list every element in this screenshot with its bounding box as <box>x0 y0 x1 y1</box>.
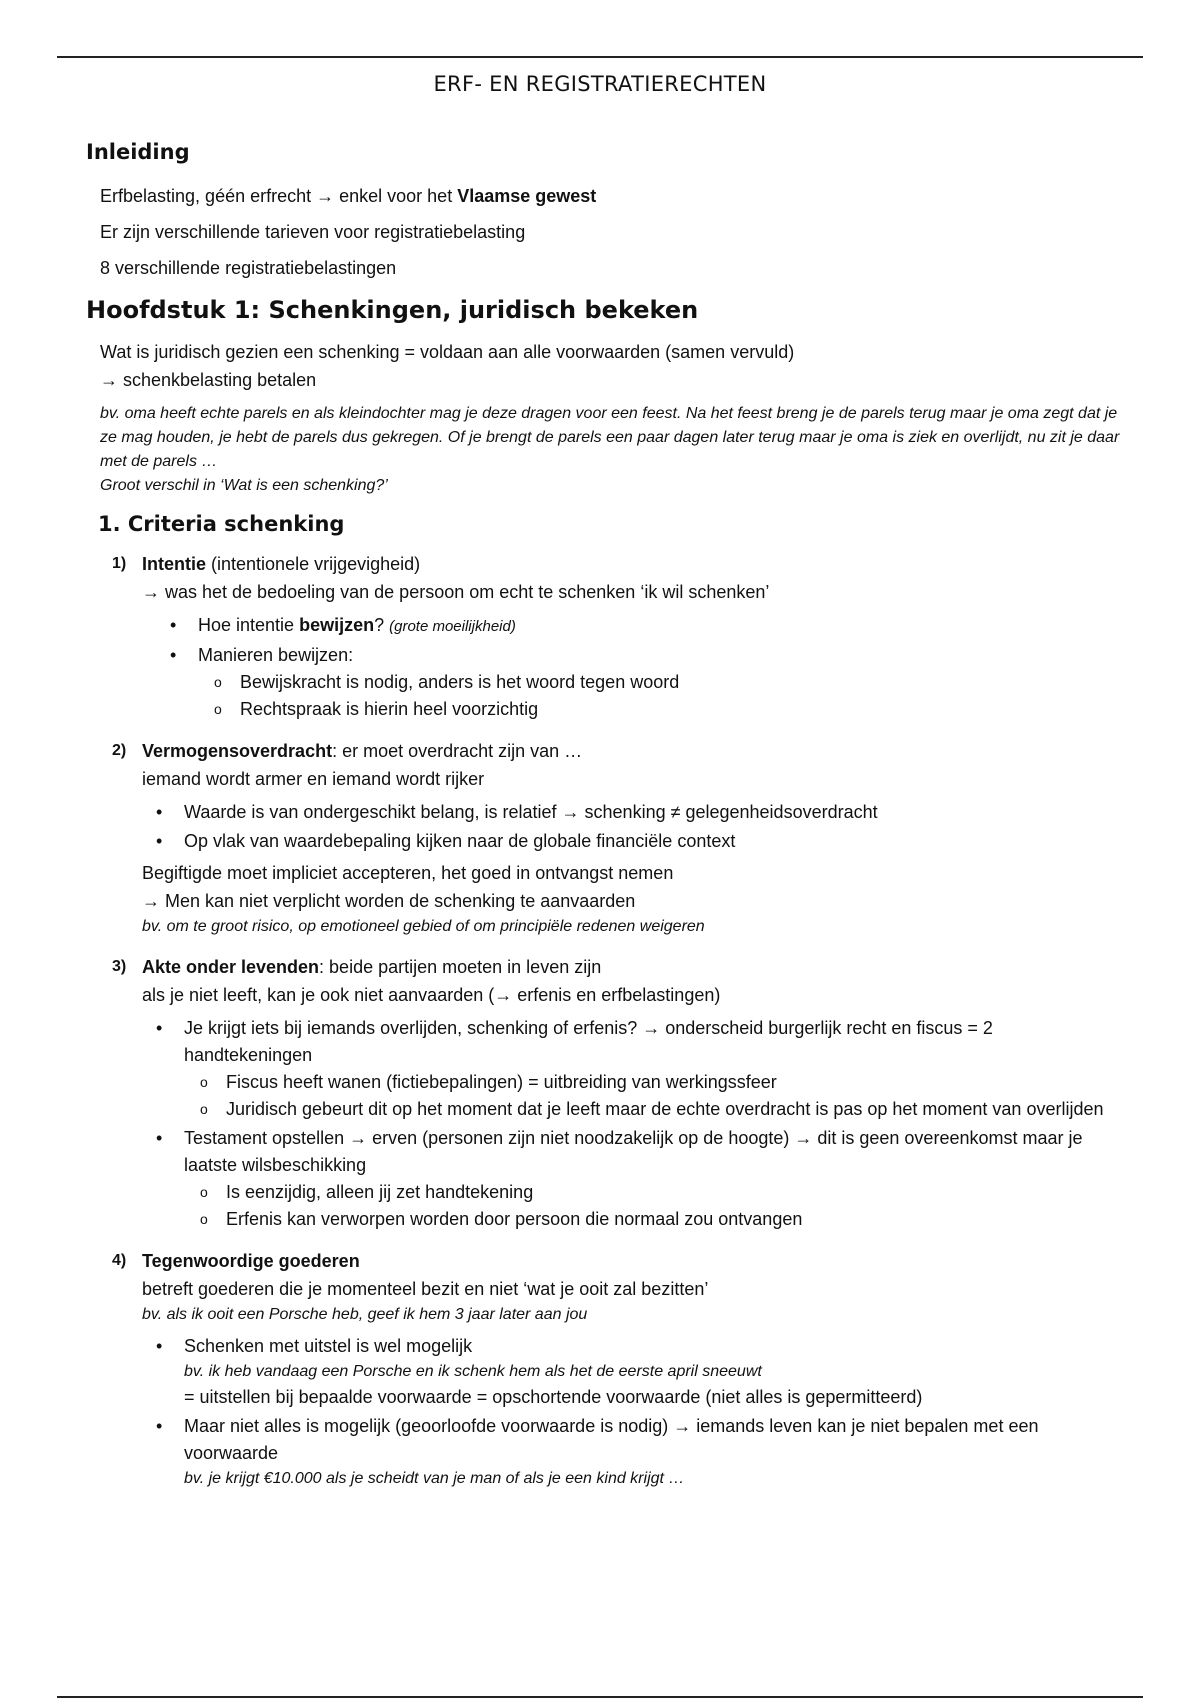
sub-list-item: o Juridisch gebeurt dit op het moment dat je leeft maar de echte overdracht is pas op het moment van overlijden <box>184 1096 1120 1123</box>
list-item <box>142 1333 1120 1411</box>
chapter-1-para-1: Wat is juridisch gezien een schenking = voldaan aan alle voorwaarden (samen vervuld) <box>100 342 795 362</box>
sub-bullets <box>184 1179 1120 1233</box>
sub-list-item: o Bewijskracht is nodig, anders is het woord tegen woord <box>198 669 1120 696</box>
intro-line-1 <box>100 182 1120 210</box>
bullet-text: Hoe intentie <box>198 615 300 635</box>
criterion-1-number: 1) <box>112 555 127 572</box>
criterion-1-title-rest: (intentionele vrijgevigheid) <box>206 554 421 574</box>
bullet-text: Testament opstellen → erven (personen zijn niet noodzakelijk op de hoogte) → dit is geen overeenkomst maar je laatste wilsbeschikking <box>184 1128 1083 1175</box>
criterion-4-title: Tegenwoordige goederen <box>142 1251 360 1271</box>
criterion-1-bullets <box>142 612 1120 723</box>
criterion-3 <box>112 953 1120 1233</box>
sub-list-item: o Is eenzijdig, alleen jij zet handtekening <box>184 1179 1120 1206</box>
section-1-heading: 1. Criteria schenking <box>98 512 345 536</box>
sub-bullets <box>198 669 1120 723</box>
criterion-2-bullets <box>142 799 1120 855</box>
chapter-1-para-2: → schenkbelasting betalen <box>100 370 317 390</box>
criterion-3-title-line <box>142 953 1120 981</box>
bullet-bold: bewijzen <box>299 615 375 635</box>
sub-list-item: o Rechtspraak is hierin heel voorzichtig <box>198 696 1120 723</box>
list-item <box>142 612 1120 640</box>
criterion-4 <box>112 1247 1120 1491</box>
criterion-2-title-rest: : er moet overdracht zijn van … <box>332 741 583 761</box>
criterion-1-title-line <box>142 550 1120 578</box>
bullet-text-post: ? <box>374 615 390 635</box>
criterion-4-bullets <box>142 1333 1120 1491</box>
list-item: • Waarde is van ondergeschikt belang, is relatief → schenking ≠ gelegenheidsoverdracht <box>142 799 1120 826</box>
chapter-1-heading: Hoofdstuk 1: Schenkingen, juridisch bekeken <box>86 296 699 324</box>
document-title: ERF- EN REGISTRATIERECHTEN <box>433 72 767 96</box>
criterion-2-after-1: Begiftigde moet impliciet accepteren, het goed in ontvangst nemen <box>142 863 674 883</box>
sub-list-item: o Fiscus heeft wanen (fictiebepalingen) = uitbreiding van werkingssfeer <box>184 1069 1120 1096</box>
criterion-2 <box>112 737 1120 939</box>
criterion-2-line-2: iemand wordt armer en iemand wordt rijker <box>142 769 485 789</box>
list-item <box>142 1413 1120 1491</box>
bullet-text: Je krijgt iets bij iemands overlijden, schenking of erfenis? → onderscheid burgerlijk recht en fiscus = 2 handtekeningen <box>184 1018 993 1065</box>
criterion-2-title-line <box>142 737 1120 765</box>
criterion-3-bullets <box>142 1015 1120 1233</box>
list-item <box>142 642 1120 723</box>
criterion-3-title-rest: : beide partijen moeten in leven zijn <box>319 957 602 977</box>
list-item <box>142 1125 1120 1233</box>
criterion-2-example: bv. om te groot risico, op emotioneel gebied of om principiële redenen weigeren <box>142 918 705 935</box>
criterion-2-after-2: → Men kan niet verplicht worden de schenking te aanvaarden <box>142 891 636 911</box>
bullet-note: (grote moeilijkheid) <box>389 618 516 635</box>
bullet-text: Manieren bewijzen: <box>198 645 354 665</box>
bullet-example: bv. je krijgt €10.000 als je scheidt van je man of als je een kind krijgt … <box>184 1470 685 1487</box>
criterion-3-line-2: als je niet leeft, kan je ook niet aanvaarden (→ erfenis en erfbelastingen) <box>142 985 721 1005</box>
criterion-2-title: Vermogensoverdracht <box>142 741 333 761</box>
chapter-1-example: bv. oma heeft echte parels en als kleindochter mag je deze dragen voor een feest. Na het feest breng je de parels terug maar je oma zegt dat je ze mag houden, je hebt de parels dus gekregen. Of je brengt de parels een paar dagen later terug maar je oma is ziek en overlijdt, nu zit je daar met de parels … <box>100 405 1120 470</box>
intro-line-1-bold: Vlaamse gewest <box>457 186 597 206</box>
criterion-2-number: 2) <box>112 742 127 759</box>
criterion-4-example: bv. als ik ooit een Porsche heb, geef ik hem 3 jaar later aan jou <box>142 1306 588 1323</box>
footer-rule <box>57 1696 1143 1698</box>
criterion-1 <box>112 550 1120 723</box>
criterion-3-title: Akte onder levenden <box>142 957 320 977</box>
header-rule <box>57 56 1143 58</box>
intro-line-1-text: Erfbelasting, géén erfrecht → enkel voor het <box>100 186 458 206</box>
list-item: • Op vlak van waardebepaling kijken naar de globale financiële context <box>142 828 1120 855</box>
intro-line-2: Er zijn verschillende tarieven voor registratiebelasting <box>100 222 526 242</box>
list-item <box>142 1015 1120 1123</box>
sub-bullets <box>184 1069 1120 1123</box>
criterion-1-line-2: → was het de bedoeling van de persoon om echt te schenken ‘ik wil schenken’ <box>142 582 770 602</box>
bullet-text: Maar niet alles is mogelijk (geoorloofde voorwaarde is nodig) → iemands leven kan je niet bepalen met een voorwaarde <box>184 1416 1039 1463</box>
bullet-text: Schenken met uitstel is wel mogelijk <box>184 1336 473 1356</box>
criterion-3-number: 3) <box>112 958 127 975</box>
intro-heading: Inleiding <box>86 140 190 164</box>
bullet-example: bv. ik heb vandaag een Porsche en ik schenk hem als het de eerste april sneeuwt <box>184 1363 762 1380</box>
document-body <box>86 140 1120 1505</box>
criterion-4-number: 4) <box>112 1252 127 1269</box>
intro-line-3: 8 verschillende registratiebelastingen <box>100 258 397 278</box>
criterion-1-title: Intentie <box>142 554 207 574</box>
criterion-4-title-line <box>142 1247 1120 1275</box>
criterion-4-line-2: betreft goederen die je momenteel bezit en niet ‘wat je ooit zal bezitten’ <box>142 1279 709 1299</box>
sub-list-item: o Erfenis kan verworpen worden door persoon die normaal zou ontvangen <box>184 1206 1120 1233</box>
bullet-after: = uitstellen bij bepaalde voorwaarde = opschortende voorwaarde (niet alles is gepermitteerd) <box>184 1387 923 1407</box>
chapter-1-example-2: Groot verschil in ‘Wat is een schenking?’ <box>100 477 388 494</box>
